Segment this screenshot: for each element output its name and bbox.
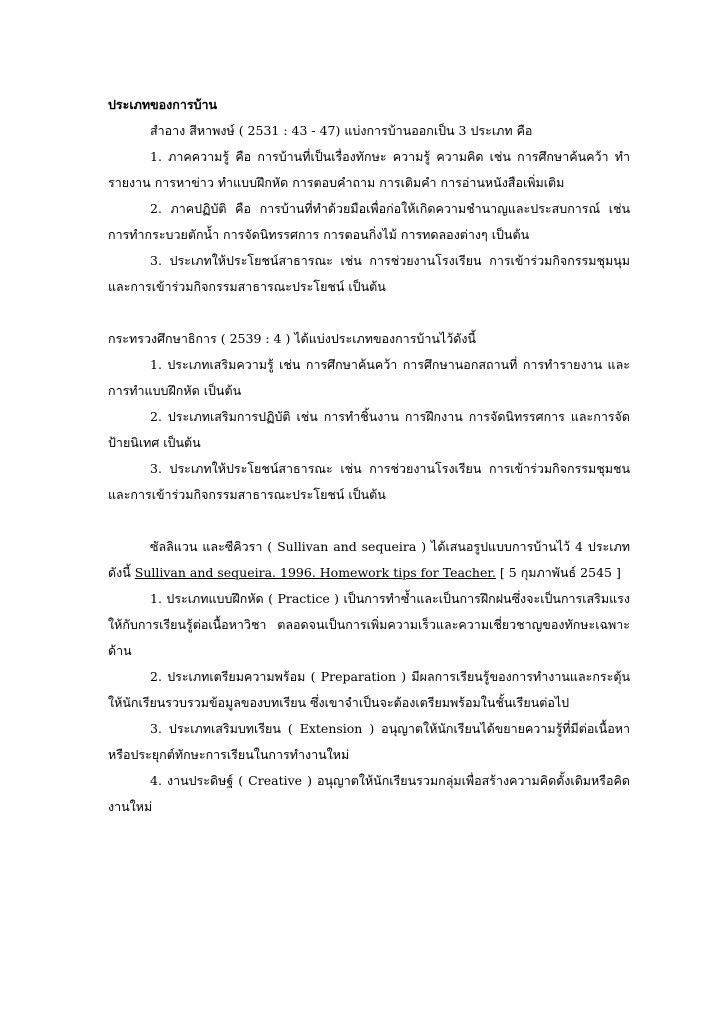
list-item: 1. ประเภทแบบฝึกหัด ( Practice ) เป็นการทำซ้ำและเป็นการฝึกฝนซึ่งจะเป็นการเสริมแรงให้กับการเรียนรู้ต่อเนื้อหาวิชา ตลอดจนเป็นการเพิ่มความเร็วและความเชี่ยวชาญของทักษะเฉพาะด้าน (108, 591, 630, 658)
list-item: 3. ประเภทให้ประโยชน์สาธารณะ เช่น การช่วยงานโรงเรียน การเข้าร่วมกิจกรรมชุมชน และการเข้าร่วมกิจกรรมสาธารณะประโยชน์ เป็นต้น (108, 461, 630, 502)
list-item: 2. ประเภทเตรียมความพร้อม ( Preparation ) มีผลการเรียนรู้ของการทำงานและกระตุ้นให้นักเรียนรวบรวมข้อมูลของบทเรียน ซึ่งเขาจำเป็นจะต้องเตรียมพร้อมในชั้นเรียนต่อไป (108, 669, 630, 710)
spacer (108, 300, 630, 326)
list-item: 3. ประเภทเสริมบทเรียน ( Extension ) อนุญาตให้นักเรียนได้ขยายความรู้ที่มีต่อเนื้อหาหรือประยุกต์ทักษะการเรียนในการทำงานใหม่ (108, 721, 630, 762)
paragraph-intro (108, 534, 630, 586)
section-sullivan (108, 534, 630, 820)
reference-link[interactable]: Sullivan and sequeira. 1996. Homework tips for Teacher. (134, 565, 496, 580)
section-heading: ประเภทของการบ้าน (108, 97, 218, 112)
list-item: 3. ประเภทให้ประโยชน์สาธารณะ เช่น การช่วยงานโรงเรียน การเข้าร่วมกิจกรรมชุมนุม และการเข้าร่วมกิจกรรมสาธารณะประโยชน์ เป็นต้น (108, 253, 630, 294)
list-item: 1. ภาคความรู้ คือ การบ้านที่เป็นเรื่องทักษะ ความรู้ ความคิด เช่น การศึกษาค้นคว้า ทำรายงาน การหาข่าว ทำแบบฝึกหัด การตอบคำถาม การเติมคำ การอ่านหนังสือเพิ่มเติม (108, 149, 630, 190)
list-item: 2. ประเภทเสริมการปฏิบัติ เช่น การทำชิ้นงาน การฝึกงาน การจัดนิทรรศการ และการจัดป้ายนิเทศ เป็นต้น (108, 409, 630, 450)
section-homework-types (108, 92, 630, 300)
intro-date: [ 5 กุมภาพันธ์ 2545 ] (495, 565, 621, 580)
list-item: 1. ประเภทเสริมความรู้ เช่น การศึกษาค้นคว้า การศึกษานอกสถานที่ การทำรายงาน และการทำแบบฝึกหัด เป็นต้น (108, 357, 630, 398)
spacer (108, 508, 630, 534)
list-item: 4. งานประดิษฐ์ ( Creative ) อนุญาตให้นักเรียนรวมกลุ่มเพื่อสร้างความคิดดั้งเดิมหรือคิดงานใหม่ (108, 773, 630, 814)
paragraph-intro: กระทรวงศึกษาธิการ ( 2539 : 4 ) ได้แบ่งประเภทของการบ้านไว้ดังนี้ (108, 331, 476, 346)
paragraph-intro: สำอาง สีหาพงษ์ ( 2531 : 43 - 47) แบ่งการบ้านออกเป็น 3 ประเภท คือ (150, 123, 533, 138)
intro-text: ซัลลิแวน และซีคิวรา ( Sullivan and sequeira ) ได้เสนอรูปแบบการบ้านไว้ 4 ประเภท ดังนี้ (108, 539, 630, 580)
section-ministry (108, 326, 630, 508)
document-page (108, 92, 630, 820)
list-item: 2. ภาคปฏิบัติ คือ การบ้านที่ทำด้วยมือเพื่อก่อให้เกิดความชำนาญและประสบการณ์ เช่น การทำกระบวยตักน้ำ การจัดนิทรรศการ การตอนกิ่งไม้ การทดลองต่างๆ เป็นต้น (108, 201, 630, 242)
